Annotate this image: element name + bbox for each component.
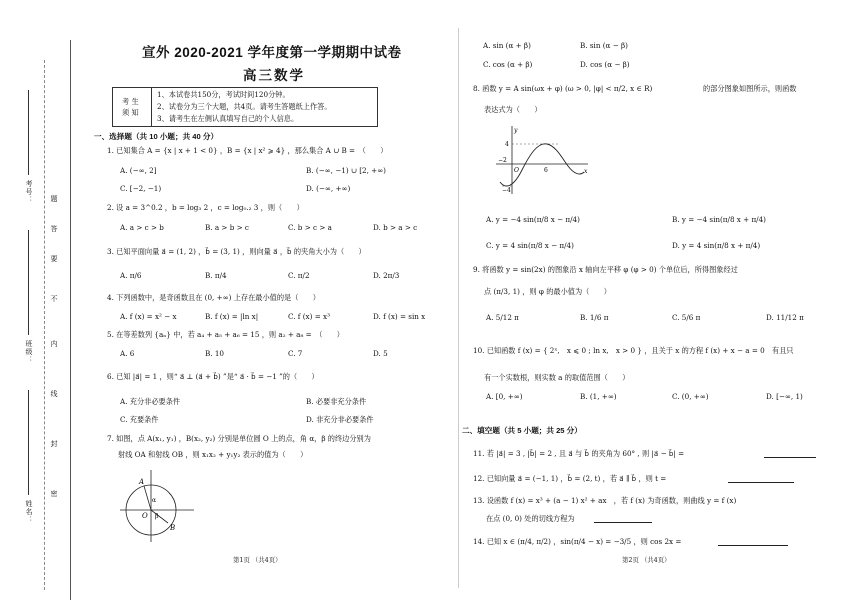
notice-item-2: 2、试卷分为三个大题，共4页。请考生答题纸上作答。 bbox=[157, 102, 332, 111]
footer-left: 第1页 （共4页） bbox=[233, 556, 282, 564]
q8-option-d: D. y = 4 sin(π/8 x + π/4) bbox=[672, 241, 761, 250]
q8-label-y: y bbox=[514, 127, 518, 134]
q13-answer-blank[interactable] bbox=[594, 522, 652, 523]
seal-6: 要 bbox=[50, 255, 58, 263]
q8-label-4: 4 bbox=[505, 141, 509, 148]
section-fill-title: 二、填空题（共 5 小题；共 25 分） bbox=[462, 426, 582, 435]
q11-stem: 11. 若 |a⃗| = 3 , |b⃗| = 2 , 且 a⃗ 与 b⃗ 的夹角为 60° , 则 |a⃗ − b⃗| = bbox=[473, 449, 685, 458]
q8-label-x: x bbox=[584, 168, 588, 175]
q10-stem-2: 有一个实数根，则实数 a 的取值范围（ ） bbox=[484, 373, 630, 382]
q8-stem: 8. 函数 y = A sin(ωx + φ) (ω > 0, |φ| < π/2, x ∈ R) bbox=[473, 84, 653, 93]
q9-option-a: A. 5/12 π bbox=[486, 313, 519, 322]
notice-item-1: 1、本试卷共150分，考试时间120分钟。 bbox=[157, 90, 290, 99]
seal-2: 封 bbox=[50, 440, 58, 448]
class-label: 班级： bbox=[25, 340, 33, 364]
q5-option-d: D. 5 bbox=[373, 349, 388, 358]
q1-option-b: B. (−∞, −1) ∪ [2, +∞) bbox=[306, 166, 386, 175]
q7-ray-oa bbox=[144, 486, 151, 510]
q6-option-a: A. 充分非必要条件 bbox=[120, 397, 181, 406]
q7-label-b: B bbox=[170, 524, 176, 532]
q9-option-b: B. 1/6 π bbox=[580, 313, 609, 322]
q7-ray-ob bbox=[151, 510, 168, 523]
q10-option-b: B. (1, +∞) bbox=[580, 392, 617, 401]
q7-label-a: A bbox=[139, 478, 145, 486]
seal-7: 答 bbox=[50, 225, 58, 233]
q7-label-beta: β bbox=[155, 513, 159, 520]
q4-option-c: C. f (x) = x³ bbox=[288, 312, 330, 321]
q2-option-c: C. b > c > a bbox=[288, 223, 332, 232]
exam-no-label: 考号： bbox=[25, 180, 33, 204]
q8-curve bbox=[500, 144, 584, 186]
q14-stem: 14. 已知 x ∈ (π/4, π/2) ，sin(π/4 − x) = −3/5 ，则 cos 2x = bbox=[473, 537, 682, 546]
q9-stem-2: 点 (π/3, 1) ，则 φ 的最小值为（ ） bbox=[484, 287, 611, 296]
q7-option-a: A. sin (α + β) bbox=[483, 41, 531, 50]
q8-label-origin: O bbox=[514, 167, 519, 174]
q7-option-c: C. cos (α + β) bbox=[483, 60, 533, 69]
binding-margin bbox=[0, 0, 78, 607]
q7-stem-2: 射线 OA 和射线 OB ，则 x₁x₂ + y₁y₂ 表示的值为（ ） bbox=[118, 450, 308, 459]
q7-unit-circle-figure bbox=[118, 466, 196, 544]
q13-stem-2: 在点 (0, 0) 处的切线方程为 bbox=[486, 514, 575, 523]
q1-option-d: D. (−∞, +∞) bbox=[306, 184, 351, 193]
q1-stem: 1. 已知集合 A = {x | x + 1 < 0} ，B = {x | x² ⩾ 4} ，那么集合 A ∪ B = （ ） bbox=[107, 146, 388, 155]
exam-no-blank bbox=[28, 90, 29, 175]
q10-option-c: C. (0, +∞) bbox=[672, 392, 709, 401]
binding-line bbox=[70, 40, 71, 600]
q8-stem-tail: 的部分图象如图所示，则函数 bbox=[703, 84, 797, 93]
name-blank bbox=[28, 390, 29, 495]
page-subtitle: 高三数学 bbox=[243, 68, 305, 83]
name-label: 姓名： bbox=[25, 500, 33, 524]
q8-label-neg2: −2 bbox=[498, 157, 507, 164]
section-choice-title: 一、选择题（共 10 小题；共 40 分） bbox=[94, 132, 219, 141]
q7-label-alpha: α bbox=[152, 497, 157, 504]
column-divider bbox=[458, 28, 459, 588]
q7-label-o: O bbox=[142, 512, 148, 520]
notice-label-1: 考 生 bbox=[122, 97, 139, 106]
q8-sine-graph bbox=[492, 124, 592, 196]
q3-option-d: D. 2π/3 bbox=[373, 271, 400, 280]
q5-stem: 5. 在等差数列 {aₙ} 中，若 a₄ + a₅ + a₆ = 15 ，则 a₂ + a₈ = （ ） bbox=[107, 330, 344, 339]
q3-option-b: B. π/4 bbox=[205, 271, 227, 280]
seal-5: 不 bbox=[50, 295, 58, 303]
q6-option-d: D. 非充分非必要条件 bbox=[306, 415, 374, 424]
binding-dashed bbox=[44, 60, 45, 590]
notice-divider bbox=[151, 88, 152, 126]
q14-answer-blank[interactable] bbox=[718, 545, 788, 546]
q3-option-a: A. π/6 bbox=[120, 271, 142, 280]
q8-stem-2: 表达式为（ ） bbox=[484, 105, 542, 114]
q12-stem: 12. 已知向量 a⃗ = (−1, 1) ，b⃗ = (2, t) ，若 a⃗ ∥ b⃗ ，则 t = bbox=[473, 474, 667, 483]
q1-option-a: A. (−∞, 2] bbox=[120, 166, 157, 175]
q13-stem: 13. 设函数 f (x) = x³ + (a − 1) x² + ax ，若 f (x) 为奇函数，则曲线 y = f (x) bbox=[473, 496, 737, 505]
q11-answer-blank[interactable] bbox=[764, 457, 816, 458]
q10-option-d: D. [−∞, 1) bbox=[766, 392, 803, 401]
q6-stem: 6. 已知 |a⃗| = 1 ，则“ a⃗ ⊥ (a⃗ + b⃗) ”是“ a⃗ · b⃗ = −1 ”的（ ） bbox=[107, 372, 319, 381]
q10-option-a: A. [0, +∞) bbox=[486, 392, 523, 401]
q2-option-b: B. a > b > c bbox=[205, 223, 249, 232]
q6-option-c: C. 充要条件 bbox=[120, 415, 159, 424]
q8-option-a: A. y = −4 sin(π/8 x − π/4) bbox=[486, 215, 580, 224]
q8-option-c: C. y = 4 sin(π/8 x − π/4) bbox=[486, 241, 574, 250]
q5-option-b: B. 10 bbox=[205, 349, 224, 358]
q7-stem: 7. 如图，点 A(x₁, y₁) ，B(x₂, y₂) 分别是单位圆 O 上的点，角 α，β 的终边分别为 bbox=[107, 434, 371, 443]
q8-label-neg4: −4 bbox=[502, 187, 511, 194]
q2-option-a: A. a > c > b bbox=[120, 223, 164, 232]
class-blank bbox=[28, 230, 29, 335]
q8-option-b: B. y = −4 sin(π/8 x + π/4) bbox=[672, 215, 766, 224]
q9-option-d: D. 11/12 π bbox=[766, 313, 804, 322]
q5-option-a: A. 6 bbox=[120, 349, 135, 358]
q4-option-b: B. f (x) = |ln x| bbox=[205, 312, 259, 321]
page-title: 宣外 2020-2021 学年度第一学期期中试卷 bbox=[142, 45, 402, 60]
seal-1: 密 bbox=[50, 490, 58, 498]
q4-option-a: A. f (x) = x² − x bbox=[120, 312, 177, 321]
seal-3: 线 bbox=[50, 390, 58, 398]
q4-option-d: D. f (x) = sin x bbox=[373, 312, 426, 321]
q2-option-d: D. b > a > c bbox=[373, 223, 418, 232]
q2-stem: 2. 设 a = 3^0.2 ，b = log₃ 2 ，c = log₀.₂ 3 ，则（ ） bbox=[107, 203, 304, 212]
notice-label-2: 须 知 bbox=[122, 108, 139, 117]
seal-8: 题 bbox=[50, 195, 58, 203]
q7-option-b: B. sin (α − β) bbox=[580, 41, 628, 50]
seal-4: 内 bbox=[50, 340, 58, 348]
q7-option-d: D. cos (α − β) bbox=[580, 60, 630, 69]
q3-stem: 3. 已知平面向量 a⃗ = (1, 2) ，b⃗ = (3, 1) ，则向量 a⃗ ，b⃗ 的夹角大小为（ ） bbox=[107, 247, 366, 256]
q3-option-c: C. π/2 bbox=[288, 271, 310, 280]
q5-option-c: C. 7 bbox=[288, 349, 303, 358]
q4-stem: 4. 下列函数中，是奇函数且在 (0, +∞) 上存在最小值的是（ ） bbox=[107, 293, 320, 302]
q9-stem: 9. 将函数 y = sin(2x) 的图象沿 x 轴向左平移 φ (φ > 0) 个单位后，所得图象经过 bbox=[473, 265, 738, 274]
notice-item-3: 3、请考生在左侧认真填写自己的个人信息。 bbox=[157, 114, 299, 123]
q10-stem: 10. 已知函数 f (x) = { 2ˣ, x ⩽ 0 ; ln x, x > 0 } ，且关于 x 的方程 f (x) + x − a = 0 有且只 bbox=[473, 346, 794, 355]
footer-right: 第2页 （共4页） bbox=[622, 556, 671, 564]
q1-option-c: C. [−2, −1) bbox=[120, 184, 162, 193]
q8-label-6: 6 bbox=[544, 167, 548, 174]
q12-answer-blank[interactable] bbox=[728, 482, 794, 483]
q6-option-b: B. 必要非充分条件 bbox=[306, 397, 367, 406]
notice-box bbox=[112, 87, 378, 127]
q9-option-c: C. 5/6 π bbox=[672, 313, 701, 322]
